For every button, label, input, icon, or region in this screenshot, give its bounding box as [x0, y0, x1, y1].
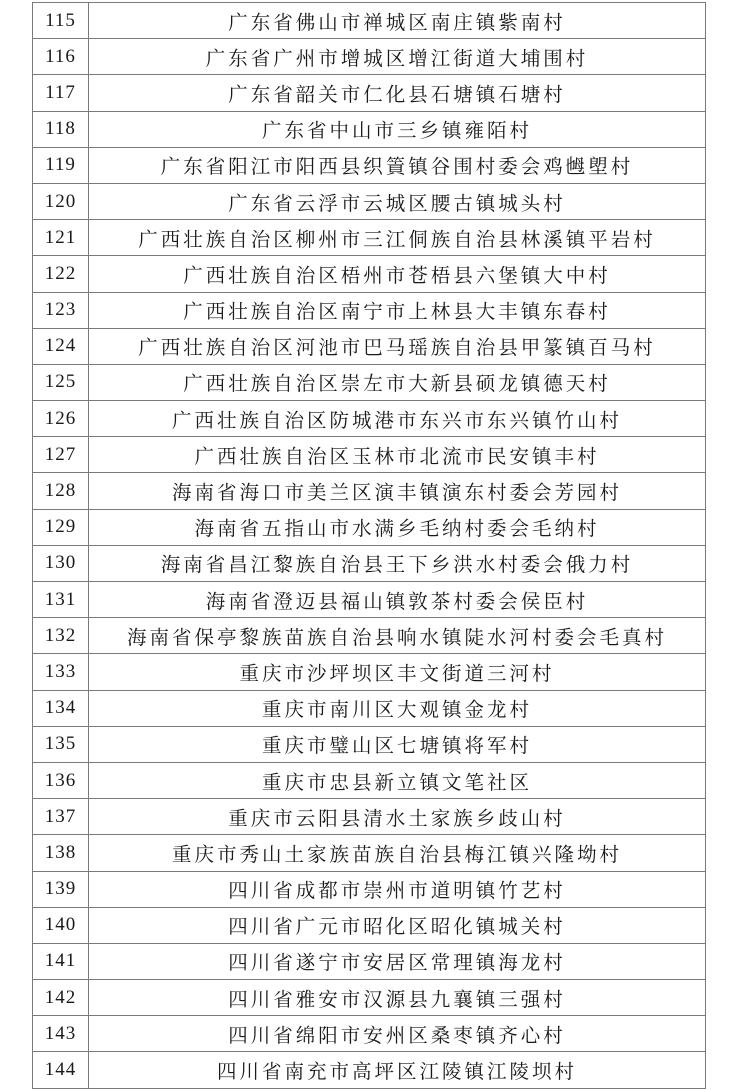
village-list-table: [32, 2, 706, 1089]
table-row: [33, 220, 706, 256]
village-name-cell: 海南省昌江黎族自治县王下乡洪水村委会俄力村: [89, 545, 706, 581]
table-row: [33, 980, 706, 1016]
table-row: [33, 907, 706, 943]
table-row: [33, 3, 706, 39]
row-number-cell: 139: [33, 871, 89, 907]
village-name-cell: 广西壮族自治区柳州市三江侗族自治县林溪镇平岩村: [89, 220, 706, 256]
row-number-cell: 125: [33, 364, 89, 400]
table-row: [33, 437, 706, 473]
row-number-cell: 144: [33, 1052, 89, 1088]
village-name-cell: 广西壮族自治区河池市巴马瑶族自治县甲篆镇百马村: [89, 328, 706, 364]
village-name-cell: 广东省佛山市禅城区南庄镇紫南村: [89, 3, 706, 39]
table-row: [33, 582, 706, 618]
village-name-cell: 重庆市云阳县清水土家族乡歧山村: [89, 799, 706, 835]
row-number-cell: 126: [33, 401, 89, 437]
table-row: [33, 545, 706, 581]
village-name-cell: 广东省广州市增城区增江街道大埔围村: [89, 39, 706, 75]
table-row: [33, 762, 706, 798]
row-number-cell: 127: [33, 437, 89, 473]
row-number-cell: 142: [33, 980, 89, 1016]
village-name-cell: 广西壮族自治区玉林市北流市民安镇丰村: [89, 437, 706, 473]
table-body: [33, 3, 706, 1089]
row-number-cell: 118: [33, 111, 89, 147]
village-name-cell: 广西壮族自治区崇左市大新县硕龙镇德天村: [89, 364, 706, 400]
table-row: [33, 147, 706, 183]
row-number-cell: 131: [33, 582, 89, 618]
table-row: [33, 509, 706, 545]
table-row: [33, 292, 706, 328]
table-row: [33, 328, 706, 364]
village-name-cell: 广西壮族自治区南宁市上林县大丰镇东春村: [89, 292, 706, 328]
row-number-cell: 132: [33, 618, 89, 654]
row-number-cell: 128: [33, 473, 89, 509]
table-row: [33, 690, 706, 726]
row-number-cell: 121: [33, 220, 89, 256]
table-row: [33, 111, 706, 147]
village-name-cell: 四川省广元市昭化区昭化镇城关村: [89, 907, 706, 943]
row-number-cell: 115: [33, 3, 89, 39]
row-number-cell: 129: [33, 509, 89, 545]
table-row: [33, 654, 706, 690]
village-name-cell: 海南省五指山市水满乡毛纳村委会毛纳村: [89, 509, 706, 545]
row-number-cell: 138: [33, 835, 89, 871]
table-row: [33, 364, 706, 400]
table-row: [33, 871, 706, 907]
village-name-cell: 四川省雅安市汉源县九襄镇三强村: [89, 980, 706, 1016]
row-number-cell: 134: [33, 690, 89, 726]
table-row: [33, 618, 706, 654]
row-number-cell: 133: [33, 654, 89, 690]
table-row: [33, 835, 706, 871]
table-row: [33, 943, 706, 979]
table-row: [33, 39, 706, 75]
table-row: [33, 1016, 706, 1052]
village-name-cell: 广东省中山市三乡镇雍陌村: [89, 111, 706, 147]
row-number-cell: 122: [33, 256, 89, 292]
row-number-cell: 123: [33, 292, 89, 328]
table-row: [33, 726, 706, 762]
village-name-cell: 重庆市璧山区七塘镇将军村: [89, 726, 706, 762]
table-row: [33, 256, 706, 292]
village-name-cell: 重庆市秀山土家族苗族自治县梅江镇兴隆坳村: [89, 835, 706, 871]
row-number-cell: 124: [33, 328, 89, 364]
village-name-cell: 海南省海口市美兰区演丰镇演东村委会芳园村: [89, 473, 706, 509]
village-name-cell: 海南省保亭黎族苗族自治县响水镇陡水河村委会毛真村: [89, 618, 706, 654]
table-row: [33, 75, 706, 111]
row-number-cell: 140: [33, 907, 89, 943]
village-name-cell: 重庆市沙坪坝区丰文街道三河村: [89, 654, 706, 690]
row-number-cell: 141: [33, 943, 89, 979]
village-name-cell: 重庆市南川区大观镇金龙村: [89, 690, 706, 726]
row-number-cell: 117: [33, 75, 89, 111]
village-name-cell: 广西壮族自治区防城港市东兴市东兴镇竹山村: [89, 401, 706, 437]
table-row: [33, 473, 706, 509]
village-name-cell: 广东省云浮市云城区腰古镇城头村: [89, 183, 706, 219]
village-name-cell: 海南省澄迈县福山镇敦茶村委会侯臣村: [89, 582, 706, 618]
village-name-cell: 广西壮族自治区梧州市苍梧县六堡镇大中村: [89, 256, 706, 292]
village-name-cell: 四川省绵阳市安州区桑枣镇齐心村: [89, 1016, 706, 1052]
village-name-cell: 广东省阳江市阳西县织篢镇谷围村委会鸡乸塱村: [89, 147, 706, 183]
row-number-cell: 130: [33, 545, 89, 581]
table-row: [33, 183, 706, 219]
village-name-cell: 重庆市忠县新立镇文笔社区: [89, 762, 706, 798]
row-number-cell: 143: [33, 1016, 89, 1052]
row-number-cell: 135: [33, 726, 89, 762]
table-row: [33, 1052, 706, 1088]
village-name-cell: 四川省遂宁市安居区常理镇海龙村: [89, 943, 706, 979]
table-row: [33, 401, 706, 437]
row-number-cell: 119: [33, 147, 89, 183]
row-number-cell: 116: [33, 39, 89, 75]
village-name-cell: 四川省成都市崇州市道明镇竹艺村: [89, 871, 706, 907]
village-name-cell: 四川省南充市高坪区江陵镇江陵坝村: [89, 1052, 706, 1088]
row-number-cell: 120: [33, 183, 89, 219]
row-number-cell: 137: [33, 799, 89, 835]
table-row: [33, 799, 706, 835]
row-number-cell: 136: [33, 762, 89, 798]
village-name-cell: 广东省韶关市仁化县石塘镇石塘村: [89, 75, 706, 111]
